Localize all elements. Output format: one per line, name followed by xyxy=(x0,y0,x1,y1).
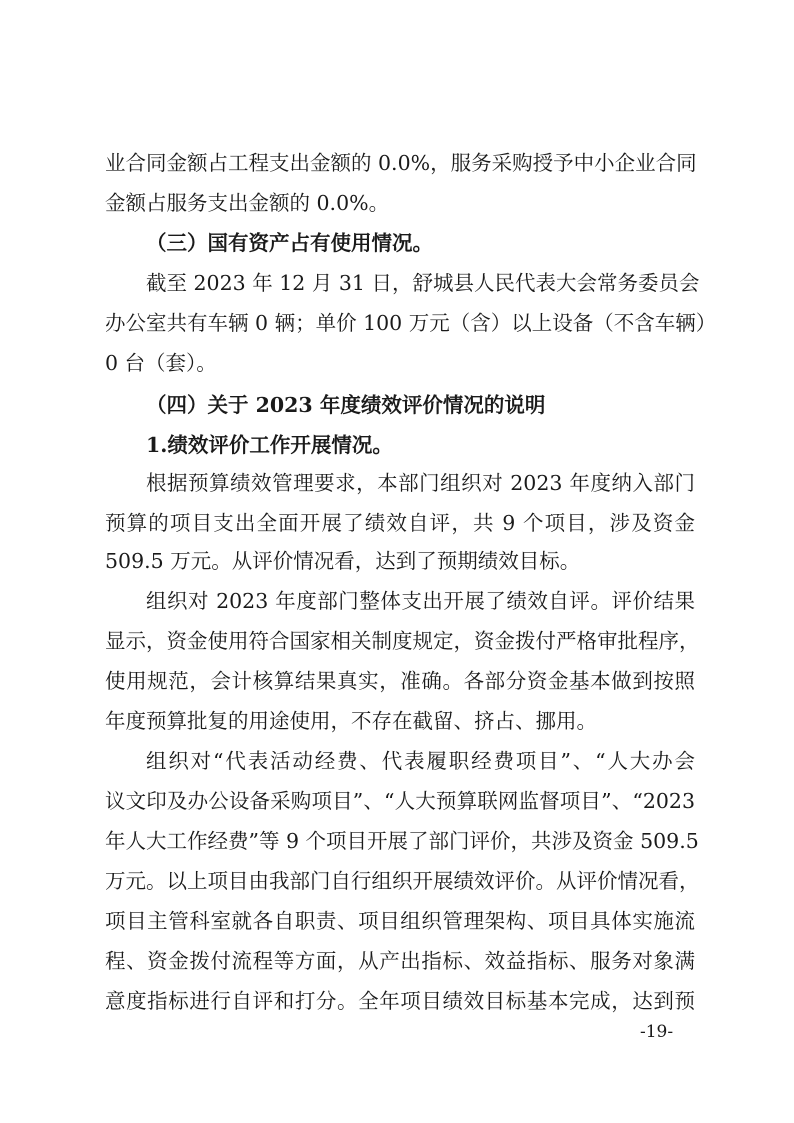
body-line: 使用规范，会计核算结果真实，准确。各部分资金基本做到按照 xyxy=(105,669,695,693)
body-line: 年度预算批复的用途使用，不存在截留、挤占、挪用。 xyxy=(105,709,597,733)
section-heading: （三）国有资产占有使用情况。 xyxy=(146,231,433,255)
body-line: 组织对 2023 年度部门整体支出开展了绩效自评。评价结果 xyxy=(146,589,695,613)
body-line: 截至 2023 年 12 月 31 日，舒城县人民代表大会常务委员会 xyxy=(146,271,700,295)
body-line: 项目主管科室就各自职责、项目组织管理架构、项目具体实施流 xyxy=(105,909,695,933)
body-line: 509.5 万元。从评价情况看，达到了预期绩效目标。 xyxy=(105,549,581,573)
body-line: 办公室共有车辆 0 辆；单价 100 万元（含）以上设备（不含车辆） xyxy=(105,311,717,335)
body-line: 组织对“代表活动经费、代表履职经费项目”、“人大办会 xyxy=(146,749,695,773)
body-line: 议文印及办公设备采购项目”、“人大预算联网监督项目”、“2023 xyxy=(105,789,695,813)
subsection-heading: 1.绩效评价工作开展情况。 xyxy=(146,433,393,457)
body-line: 金额占服务支出金额的 0.0%。 xyxy=(105,191,390,215)
body-line: 0 台（套）。 xyxy=(105,351,217,375)
body-line: 意度指标进行自评和打分。全年项目绩效目标基本完成，达到预 xyxy=(105,989,695,1013)
body-line: 显示，资金使用符合国家相关制度规定，资金拨付严格审批程序， xyxy=(105,629,700,653)
body-line: 根据预算绩效管理要求，本部门组织对 2023 年度纳入部门 xyxy=(146,471,695,495)
body-line: 年人大工作经费”等 9 个项目开展了部门评价，共涉及资金 509.5 xyxy=(105,829,699,853)
body-line: 预算的项目支出全面开展了绩效自评，共 9 个项目，涉及资金 xyxy=(105,511,695,535)
page-number: -19- xyxy=(640,1022,674,1042)
body-line: 万元。以上项目由我部门自行组织开展绩效评价。从评价情况看， xyxy=(105,869,700,893)
section-heading: （四）关于 2023 年度绩效评价情况的说明 xyxy=(146,393,546,417)
body-line: 业合同金额占工程支出金额的 0.0%，服务采购授予中小企业合同 xyxy=(105,151,697,175)
body-line: 程、资金拨付流程等方面，从产出指标、效益指标、服务对象满 xyxy=(105,949,695,973)
